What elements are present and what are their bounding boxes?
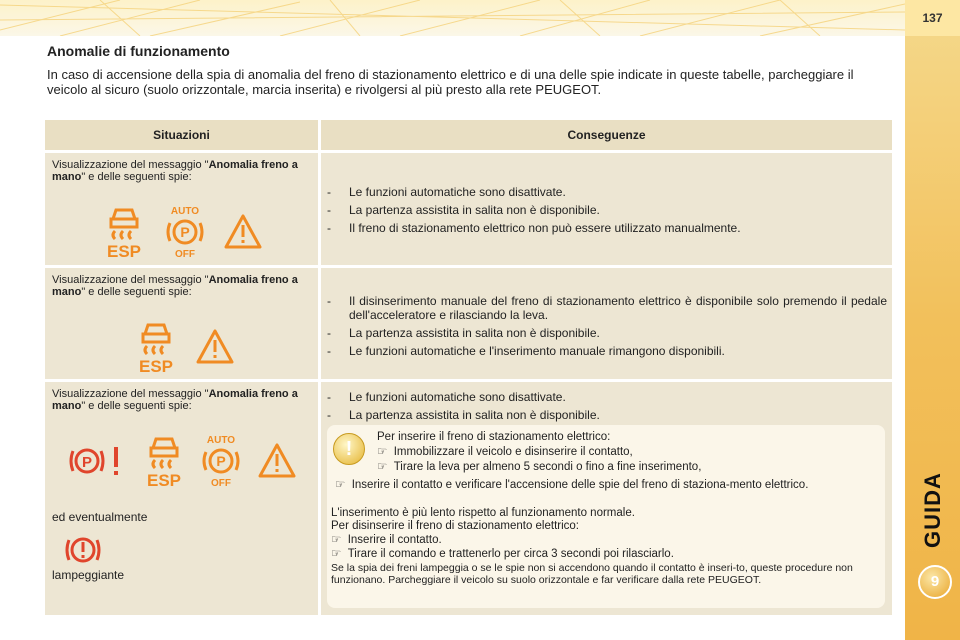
- auto-p-off-icon: [163, 205, 207, 259]
- parking-brake-fault-icon: [67, 441, 125, 481]
- engage-step-2: ☞ Tirare la leva per almeno 5 secondi o fino a fine inserimento,: [377, 461, 702, 473]
- release-step-2: ☞ Tirare il comando e trattenerlo per circa 3 secondi poi rilasciarlo.: [331, 548, 674, 560]
- release-title: Per disinserire il freno di stazionamento elettrico:: [331, 520, 580, 532]
- consequence-item: - La partenza assistita in salita non è disponibile.: [327, 326, 887, 340]
- consequence-item: - Le funzioni automatiche sono disattivate.: [327, 390, 882, 404]
- row2-situation: [45, 268, 318, 379]
- row1-icons: [103, 205, 263, 259]
- svg-text:ESP: ESP: [146, 471, 182, 488]
- blinking-label: lampeggiante: [52, 568, 125, 582]
- page-number: 137: [905, 0, 960, 36]
- svg-text:OFF: OFF: [211, 478, 231, 488]
- svg-text:OFF: OFF: [175, 249, 195, 259]
- row3-icons: [67, 434, 297, 488]
- consequence-item: - Il freno di stazionamento elettrico non può essere utilizzato manualmente.: [327, 221, 882, 235]
- consequence-item: - Le funzioni automatiche sono disattivate.: [327, 185, 882, 199]
- row1-consequence-list: [327, 185, 882, 239]
- brake-warning-icon: [63, 532, 103, 568]
- manual-procedure-note: [327, 425, 885, 608]
- auto-p-off-icon: [199, 434, 243, 488]
- side-tab: [905, 0, 960, 640]
- consequence-item: - La partenza assistita in salita non è disponibile.: [327, 203, 882, 217]
- engage-step-3: ☞ Inserire il contatto e verificare l'accensione delle spie del freno di staziona-mento elettrico.: [335, 479, 809, 491]
- consequence-item: - Le funzioni automatiche e l'inserimento manuale rimangono disponibili.: [327, 344, 887, 358]
- esp-skid-icon: [143, 434, 185, 488]
- row2-consequences: [321, 268, 892, 379]
- hand-pointer-icon: ☞: [331, 534, 342, 546]
- engage-title: Per inserire il freno di stazionamento elettrico:: [377, 431, 611, 443]
- row3-situation-text: Visualizzazione del messaggio "Anomalia freno a mano" e delle seguenti spie:: [52, 388, 298, 412]
- svg-text:ESP: ESP: [106, 242, 142, 259]
- header-consequences: Conseguenze: [321, 120, 892, 150]
- svg-text:AUTO: AUTO: [206, 435, 236, 446]
- row2-situation-text: Visualizzazione del messaggio "Anomalia freno a mano" e delle seguenti spie:: [52, 274, 298, 298]
- top-decorative-band: [0, 0, 905, 36]
- row1-situation-text: Visualizzazione del messaggio "Anomalia freno a mano" e delle seguenti spie:: [52, 159, 298, 183]
- band-pattern: [0, 0, 905, 36]
- hand-pointer-icon: ☞: [331, 548, 342, 560]
- side-tab-label-container: [909, 470, 957, 550]
- hand-pointer-icon: ☞: [335, 479, 346, 491]
- row1-situation: [45, 153, 318, 265]
- warning-triangle-icon: [195, 327, 235, 367]
- page-title: Anomalie di funzionamento: [47, 43, 230, 59]
- hand-pointer-icon: ☞: [377, 461, 388, 473]
- warning-triangle-icon: [257, 441, 297, 481]
- warning-triangle-icon: [223, 212, 263, 252]
- row2-consequence-list: [327, 294, 887, 362]
- consequence-item: - La partenza assistita in salita non è disponibile.: [327, 408, 882, 422]
- intro-paragraph: In caso di accensione della spia di anomalia del freno di stazionamento elettrico e di una delle spie indicate in queste tabelle, parcheggiare il veicolo al sicuro (suolo orizzontale, marcia inserita) e rivolgersi al più presto alla rete PEUGEOT.: [47, 67, 854, 97]
- row3-consequence-list: [327, 390, 882, 426]
- row1-consequences: [321, 153, 892, 265]
- side-tab-label: GUIDA: [920, 472, 946, 548]
- svg-text:P: P: [81, 454, 93, 471]
- chapter-badge: 9: [918, 565, 952, 599]
- svg-text:AUTO: AUTO: [170, 206, 200, 217]
- note-footer: Se la spia dei freni lampeggia o se le spie non si accendono quando il contatto è inseri-to, queste procedure non funzionano. Parcheggiare il veicolo su suolo orizzontale e far verificare dalla rete PEUGEOT.: [331, 562, 853, 586]
- esp-skid-icon: [135, 320, 177, 374]
- header-situations: Situazioni: [45, 120, 318, 150]
- caution-icon: !: [333, 433, 365, 465]
- svg-text:P: P: [180, 224, 190, 240]
- hand-pointer-icon: ☞: [377, 446, 388, 458]
- svg-text:ESP: ESP: [138, 357, 174, 374]
- release-step-1: ☞ Inserire il contatto.: [331, 534, 442, 546]
- svg-text:P: P: [216, 453, 226, 469]
- slower-note: L'inserimento è più lento rispetto al funzionamento normale.: [331, 507, 635, 519]
- optional-label: ed eventualmente: [52, 510, 148, 524]
- esp-skid-icon: [103, 205, 145, 259]
- consequence-item: - Il disinserimento manuale del freno di stazionamento elettrico è disponibile solo premendo il pedale dell'acceleratore e rilasciando la leva.: [327, 294, 887, 322]
- row3-extra-icon: [63, 532, 103, 568]
- row2-icons: [135, 320, 235, 374]
- engage-step-1: ☞ Immobilizzare il veicolo e disinserire il contatto,: [377, 446, 633, 458]
